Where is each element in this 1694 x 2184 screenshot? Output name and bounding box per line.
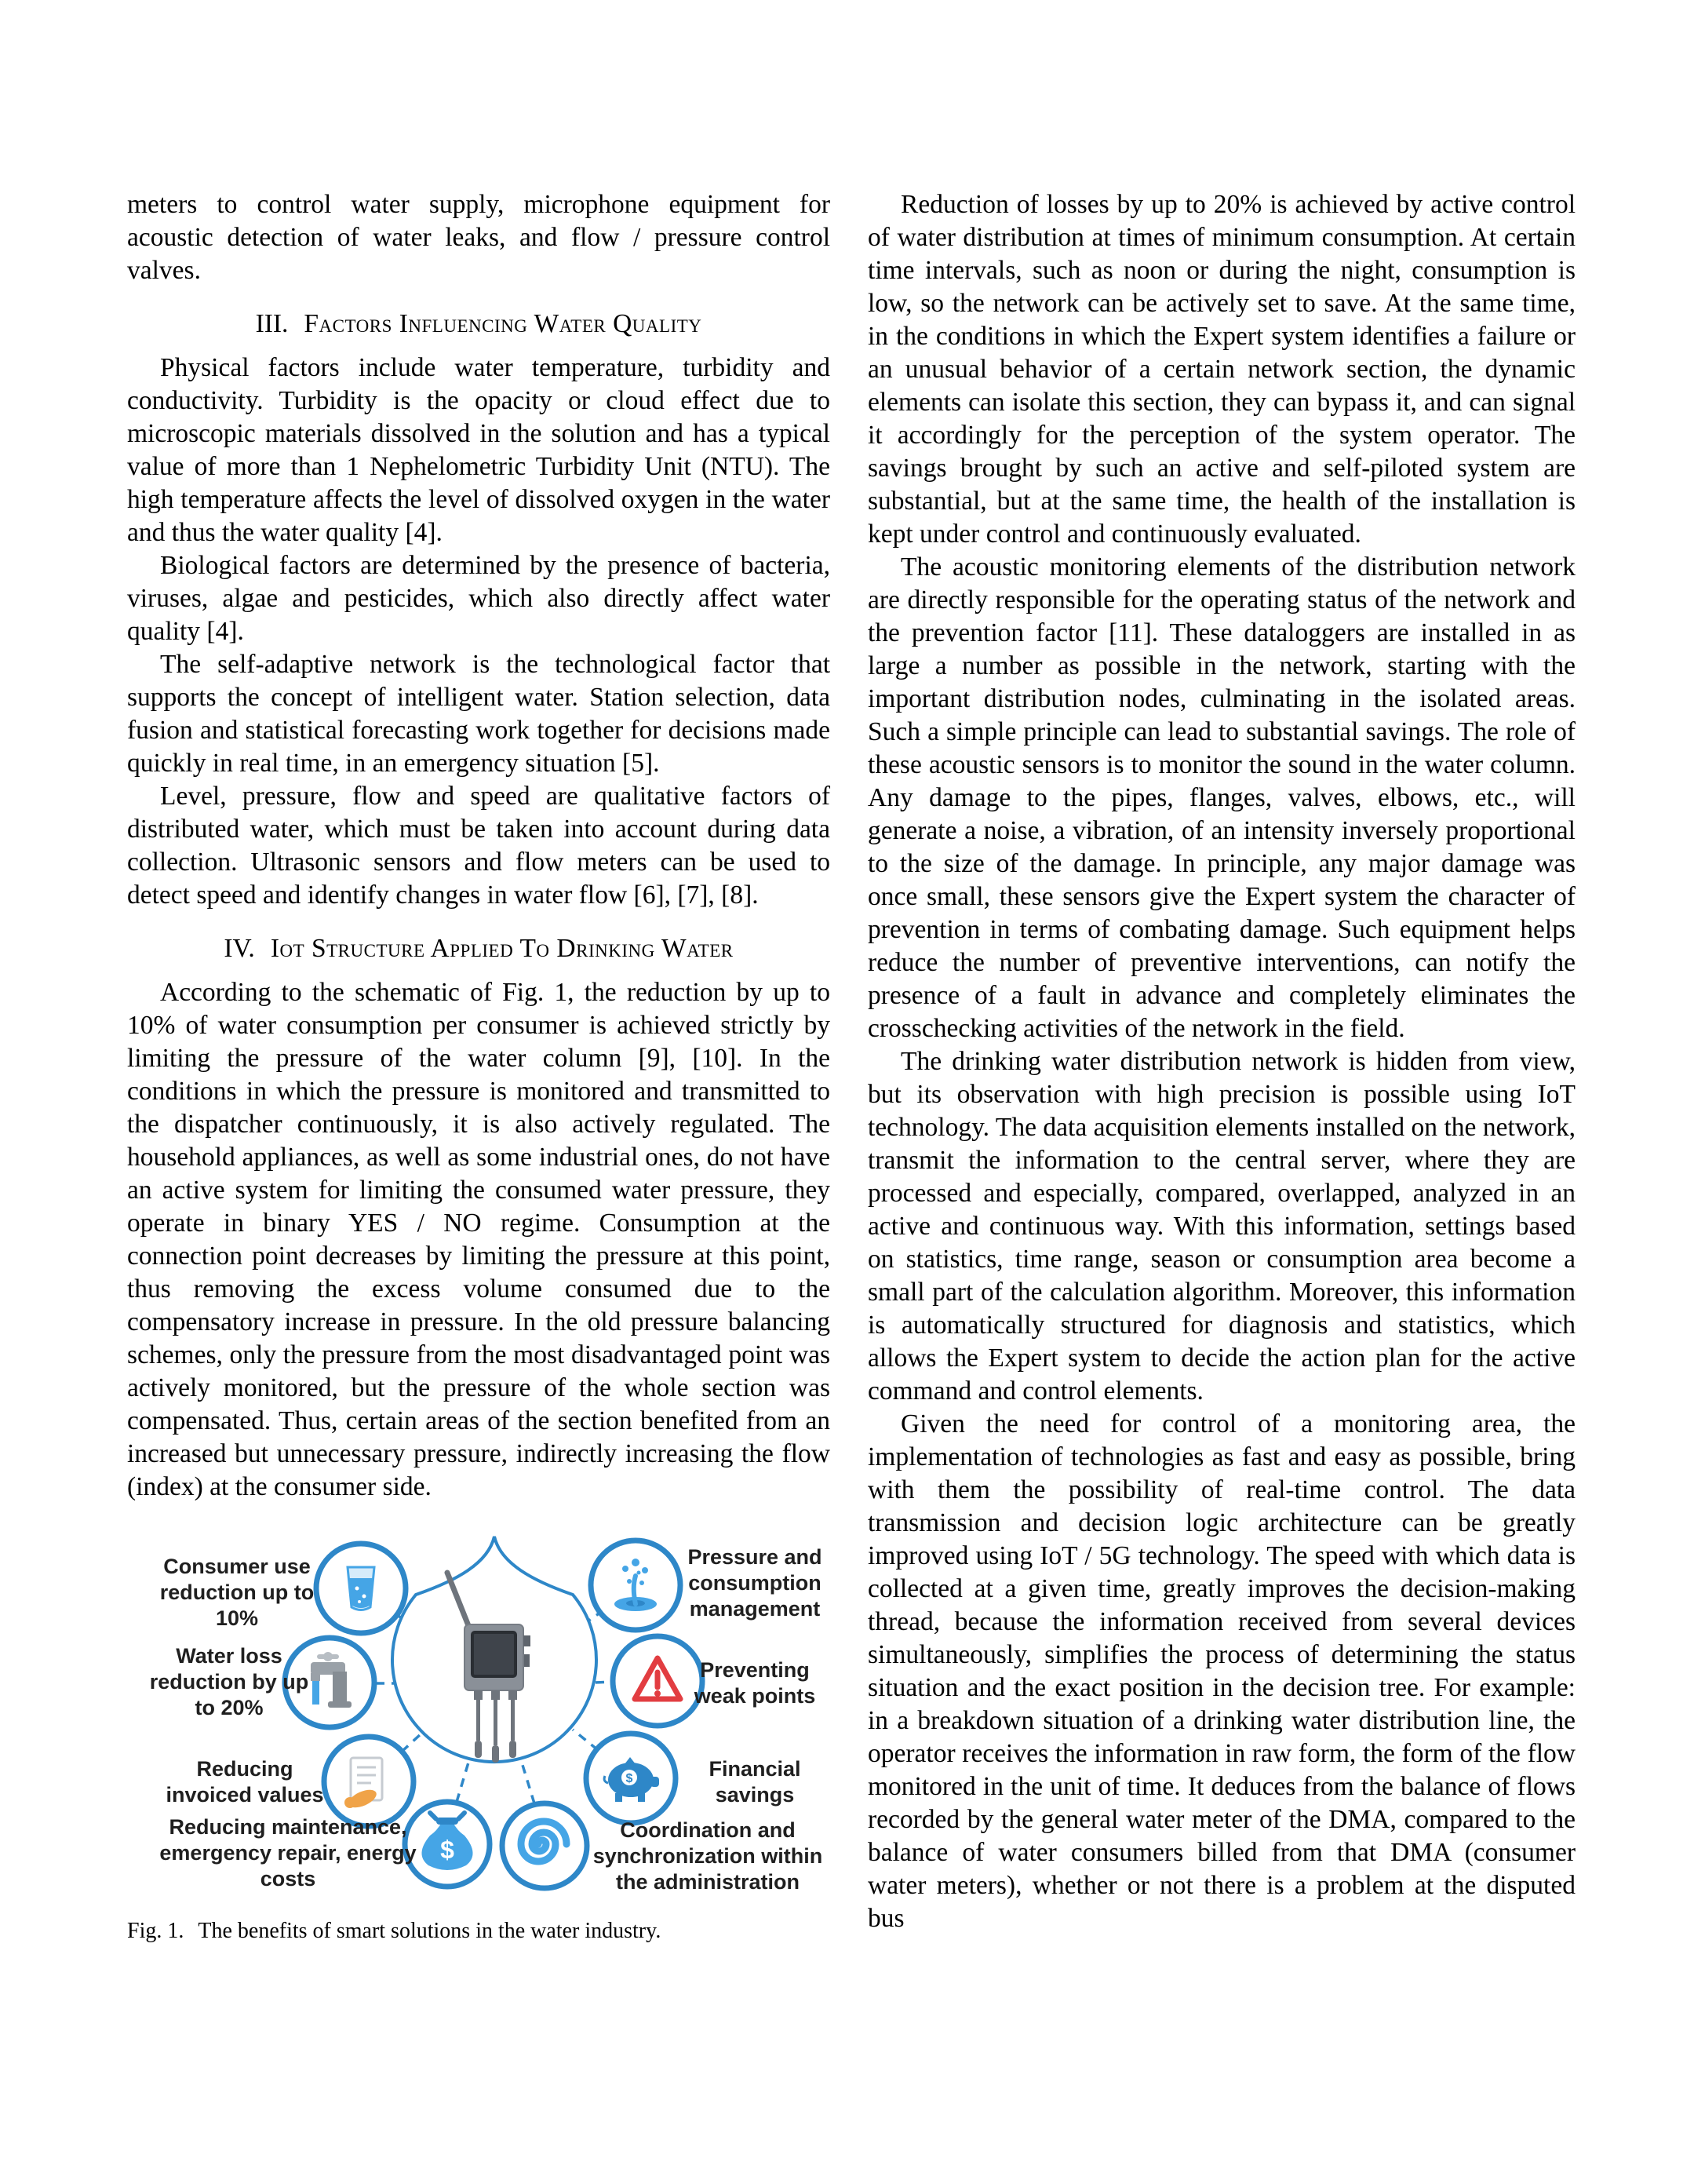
coin-dollar-glyph: $ — [625, 1772, 633, 1785]
section-number: III. — [255, 309, 289, 338]
bag-dollar-glyph: $ — [440, 1836, 454, 1864]
paragraph: The acoustic monitoring elements of the distribution network are directly responsible for the operating status of the network and the prevention factor [11]. These dataloggers are installed in as large a number as possible in the network, starting with the important distribution nodes, culminating in the isolated areas. Such a simple principle can lead to substantial savings. The role of these acoustic sensors is to monitor the sound in the water column. Any damage to the pipes, flanges, valves, elbows, etc., will generate a noise, a vibration, of an intensity inversely proportional to the size of the damage. In principle, any major damage was once small, these sensors give the Expert system the character of prevention in terms of combating damage. Such equipment helps reduce the number of preventive interventions, can notify the presence of a fault in advance and completely eliminates the crosschecking activities of the network in the field. — [868, 552, 1576, 1043]
paragraph: Level, pressure, flow and speed are qualitative factors of distributed water, which must be taken into account during data collection. Ultrasonic sensors and flow meters can be used to detect speed and identify changes in water flow [6], [7], [8]. — [127, 782, 830, 910]
section-heading-iv — [127, 932, 830, 965]
figure-caption-label: Fig. 1. — [127, 1919, 184, 1943]
figure-1 — [127, 1532, 830, 1905]
figure-label-water-loss: Water loss reduction by up to 20% — [149, 1644, 309, 1719]
paragraph: The self-adaptive network is the technological factor that supports the concept of intelligent water. Station selection, data fusion and statistical forecasting work together for decisions made quickly in real time, in an emergency situation [5]. — [127, 650, 830, 778]
water-glass-icon — [348, 1567, 374, 1610]
right-column — [868, 188, 1576, 1935]
figure-label-invoiced: Reducing invoiced values — [166, 1757, 324, 1807]
paragraph: meters to control water supply, microphone equipment for acoustic detection of water leaks, and flow / pressure control valves. — [127, 190, 830, 285]
section-number: IV. — [224, 934, 255, 963]
paragraph: Biological factors are determined by the presence of bacteria, viruses, algae and pesticides, which also directly affect water quality [4]. — [127, 551, 830, 646]
figure-label-weak-points: Preventing weak points — [694, 1658, 816, 1708]
paragraph: Physical factors include water temperature, turbidity and conductivity. Turbidity is the opacity or cloud effect due to microscopic materials dissolved in the solution and has a typical value of more than 1 Nephelometric Turbidity Unit (NTU). The high temperature affects the level of dissolved oxygen in the water and thus the water quality [4]. — [127, 353, 830, 547]
figure-label-maintenance: Reducing maintenance, emergency repair, energy costs — [159, 1815, 417, 1890]
paragraph: The drinking water distribution network is hidden from view, but its observation with high precision is possible using IoT technology. The data acquisition elements installed on the network, transmit the information to the central server, where they are processed and especially, compared, overlapped, analyzed in an active and continuous way. With this information, settings based on statistics, time range, season or consumption area become a small part of the calculation algorithm. Moreover, this information is automatically structured for diagnosis and statistics, which allows the Expert system to decide the action plan for the active command and control elements. — [868, 1047, 1576, 1406]
figure-label-pressure: Pressure and consumption management — [687, 1545, 822, 1621]
figure-label-financial: Financial savings — [709, 1757, 801, 1807]
figure-caption-text: The benefits of smart solutions in the water industry. — [198, 1919, 661, 1943]
section-heading-iii — [127, 308, 830, 341]
paragraph: According to the schematic of Fig. 1, the reduction by up to 10% of water consumption per consumer is achieved strictly by limiting the pressure of the water column [9], [10]. In the conditions in which the pressure is monitored and transmitted to the dispatcher continuously, it is also actively regulated. The household appliances, as well as some industrial ones, do not have an active system for limiting the consumed water pressure, they operate in binary YES / NO regime. Consumption at the connection point decreases by limiting the pressure at this point, thus removing the excess volume consumed due to the compensatory increase in pressure. In the old pressure balancing schemes, only the pressure from the most disadvantaged point was actively monitored, but the pressure of the whole section was compensated. Thus, certain areas of the section benefited from an increased but unnecessary pressure, indirectly increasing the flow (index) at the consumer side. — [127, 978, 830, 1501]
left-column — [127, 188, 830, 1945]
section-title: Iot Structure Applied To Drinking Water — [270, 934, 734, 963]
figure-1-caption — [127, 1918, 830, 1945]
section-title: Factors Influencing Water Quality — [304, 309, 702, 338]
paragraph: Reduction of losses by up to 20% is achieved by active control of water distribution at times of minimum consumption. At certain time intervals, such as noon or during the night, consumption is low, so the network can be actively set to save. At the same time, in the conditions in which the Expert system identifies a failure or an unusual behavior of a certain network section, the dynamic elements can isolate this section, they can bypass it, and can signal it accordingly for the perception of the system operator. The savings brought by such an active and self-piloted system are substantial, but at the same time, the health of the installation is kept under control and continuously evaluated. — [868, 190, 1576, 549]
paragraph: Given the need for control of a monitoring area, the implementation of technologies as fast and easy as possible, bring with them the possibility of real-time control. The data transmission and decision logic architecture can be greatly improved using IoT / 5G technology. The speed with which data is collected at a given time, greatly improves the decision-making thread, because the information received from several devices simultaneously, simplifies the process of determining the status situation and the exact position in the decision tree. For example: in a breakdown situation of a drinking water distribution line, the operator receives the information in raw form, the form of the flow monitored in the unit of time. It deduces from the balance of flows recorded by the general water meter of the DMA, compared to the balance of water consumers billed from that DMA (consumer water meters), whether or not there is a problem at the disputed bus — [868, 1409, 1576, 1933]
figure-label-coordination: Coordination and synchronization within the administration — [592, 1818, 823, 1894]
figure-label-consumer-use: Consumer use reduction up to 10% — [159, 1555, 315, 1630]
